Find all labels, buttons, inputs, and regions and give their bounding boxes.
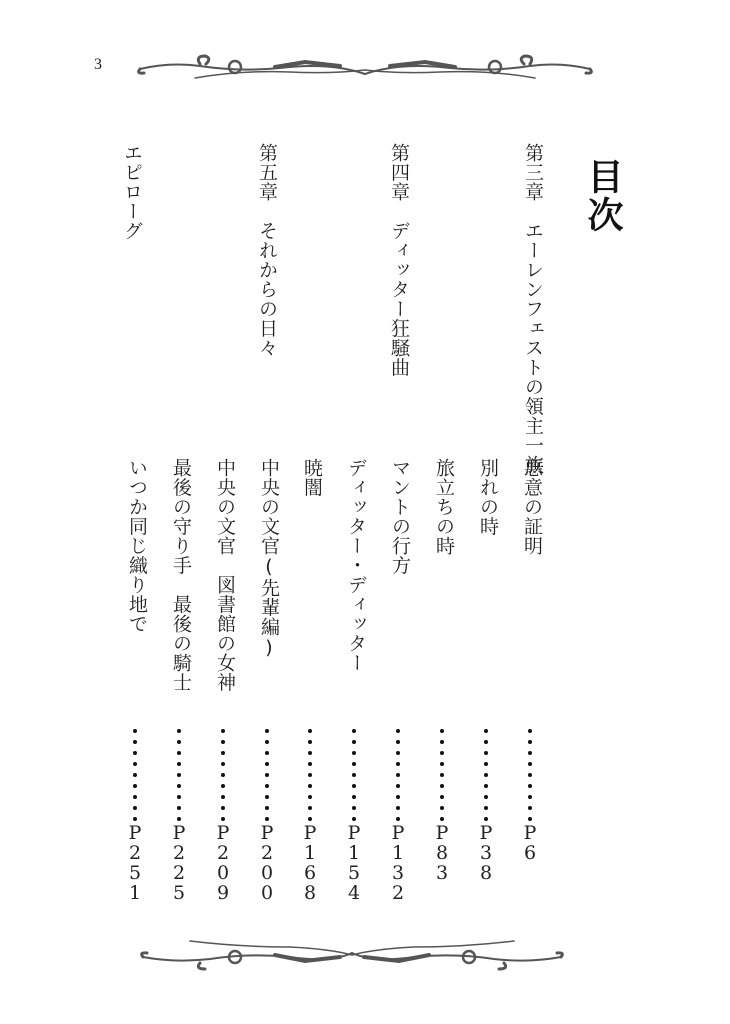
toc-entry-title[interactable]: 悪意の証明 bbox=[521, 458, 543, 556]
toc-page-number: P132 bbox=[387, 822, 409, 902]
toc-entry-title[interactable]: 中央の文官(先輩編) bbox=[258, 458, 280, 659]
toc-page-number: P251 bbox=[124, 822, 146, 902]
leader-dots bbox=[350, 725, 358, 824]
chapter-heading: 第三章 エーレンフェストの領主一族 bbox=[522, 143, 544, 475]
toc-entry-title[interactable]: 中央の文官 図書館の女神 bbox=[214, 458, 236, 692]
leader-dots bbox=[306, 725, 314, 824]
toc-title: 目次 bbox=[582, 158, 624, 234]
toc-page-number: P209 bbox=[212, 822, 234, 902]
toc-entry-title[interactable]: 旅立ちの時 bbox=[433, 458, 455, 556]
toc-page-number: P168 bbox=[299, 822, 321, 902]
leader-dots bbox=[131, 725, 139, 824]
top-ornament-divider bbox=[0, 52, 730, 92]
flourish-icon bbox=[0, 52, 730, 92]
toc-page-number: P154 bbox=[343, 822, 365, 902]
toc-entry-title[interactable]: 暁闇 bbox=[301, 458, 323, 497]
flourish-icon bbox=[0, 933, 730, 973]
bottom-ornament-divider bbox=[0, 933, 730, 973]
toc-entry-title[interactable]: いつか同じ織り地で bbox=[126, 458, 148, 634]
leader-dots bbox=[482, 725, 490, 824]
toc-page-number: P225 bbox=[168, 822, 190, 902]
chapter-heading: 第四章 ディッター狂騒曲 bbox=[388, 143, 410, 377]
leader-dots bbox=[394, 725, 402, 824]
toc-page-number: P200 bbox=[256, 822, 278, 902]
leader-dots bbox=[175, 725, 183, 824]
chapter-heading: 第五章 それからの日々 bbox=[256, 143, 278, 358]
toc-page-number: P6 bbox=[519, 822, 541, 862]
toc-entry-title[interactable]: マントの行方 bbox=[389, 458, 411, 575]
leader-dots bbox=[438, 725, 446, 824]
chapter-heading: エピローグ bbox=[121, 143, 143, 241]
page-number: 3 bbox=[94, 56, 102, 73]
toc-entry-title[interactable]: ディッター・ディッター bbox=[345, 458, 367, 673]
leader-dots bbox=[263, 725, 271, 824]
toc-entry-title[interactable]: 別れの時 bbox=[477, 458, 499, 536]
leader-dots bbox=[219, 725, 227, 824]
toc-page-number: P38 bbox=[475, 822, 497, 882]
toc-page-number: P83 bbox=[431, 822, 453, 882]
toc-entry-title[interactable]: 最後の守り手 最後の騎士 bbox=[170, 458, 192, 692]
leader-dots bbox=[526, 725, 534, 824]
